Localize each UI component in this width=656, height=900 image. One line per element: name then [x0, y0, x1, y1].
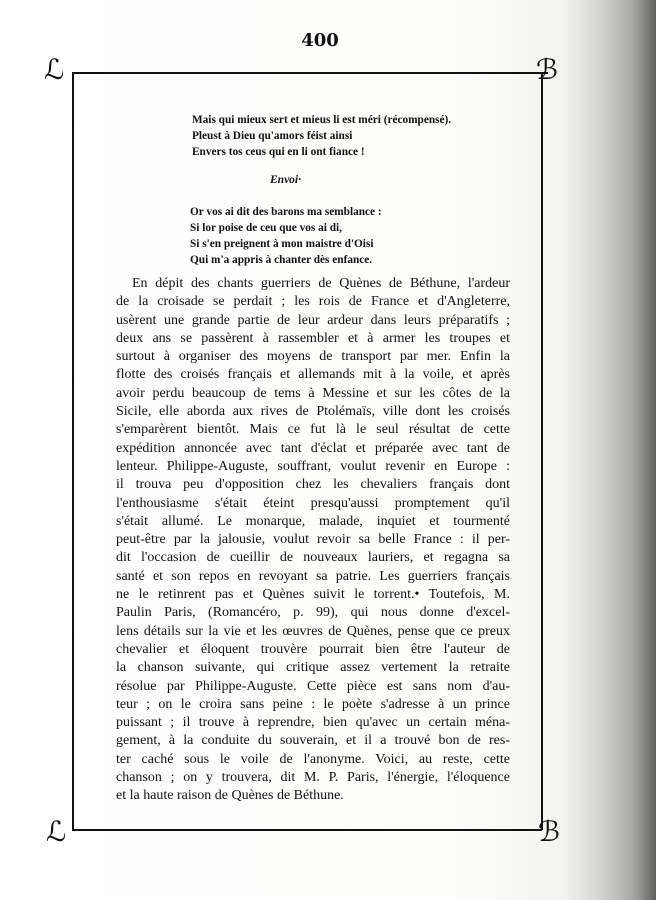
text-line: surtout à organiser des moyens de transport par mer. Enfin la	[116, 349, 510, 365]
text-line: Paulin Paris, (Romancéro, p. 99), qui nous donne d'excel-	[116, 605, 510, 621]
corner-ornament-icon: ℬ	[536, 53, 559, 86]
text-line: il trouva peu d'opposition chez les chevaliers français dont	[116, 477, 510, 493]
body-paragraph	[116, 275, 510, 806]
corner-ornament-icon: ℬ	[538, 815, 561, 848]
text-line: En dépit des chants guerriers de Quènes de Béthune, l'ardeur	[132, 276, 510, 291]
text-line: puissant ; il trouve à reprendre, bien qu'avec un certain ména-	[116, 715, 510, 731]
page-edge-shadow	[564, 0, 656, 900]
verse-line: Or vos ai dit des barons ma semblance :	[190, 206, 382, 218]
text-line: s'était allumé. Le monarque, malade, inquiet et tourmenté	[116, 513, 510, 529]
text-line: peut-être par la jalousie, voulut revoir sa belle France : il per-	[116, 532, 510, 548]
envoi-stanza	[190, 204, 382, 268]
frame-rule-top	[72, 72, 548, 74]
text-line: Sicile, elle aborda aux rives de Ptolémaïs, ville dont les croisés	[116, 404, 510, 420]
verse-line: Pleust à Dieu qu'amors féist ainsi	[192, 130, 353, 142]
frame-rule-left	[72, 72, 74, 830]
text-line: deux ans se passèrent à rassembler et à armer les troupes et	[116, 330, 510, 346]
envoi-heading: Envoi·	[270, 174, 301, 186]
corner-ornament-icon: ℒ	[44, 53, 65, 86]
page-number: 400	[301, 30, 339, 51]
text-line: l'enthousiasme s'était éteint presqu'aussi promptement qu'il	[116, 495, 510, 511]
text-line: expédition annoncée avec tant d'éclat et préparée avec tant de	[116, 440, 510, 456]
text-line: chevalier et éloquent trouvère pourrait bien être l'auteur de	[116, 641, 510, 657]
verse-line: Envers tos ceus qui en li ont fiance !	[192, 146, 365, 158]
text-line: santé et son repos en revoyant sa patrie. Les guerriers français	[116, 568, 510, 584]
text-line: teur ; on le croira sans peine : le poète s'adresse à un prince	[116, 696, 510, 712]
corner-ornament-icon: ℒ	[46, 815, 67, 848]
text-line: résolue par Philippe-Auguste. Cette pièce est sans nom d'au-	[116, 678, 510, 694]
text-line: usèrent une grande partie de leur ardeur dans leurs préparatifs ;	[116, 312, 510, 328]
verse-line: Mais qui mieux sert et mieus li est méri (récompensé).	[192, 114, 452, 126]
frame-rule-right	[541, 72, 543, 830]
frame-rule-bottom	[72, 829, 542, 831]
text-line: gement, à la conduite du souverain, et il a trouvé bon de res-	[116, 733, 510, 749]
verse-line: Si lor poise de ceu que vos ai di,	[190, 222, 343, 234]
text-line: ne le retinrent pas et Quènes suivit le torrent.• Toutefois, M.	[116, 587, 510, 603]
verse-line: Si s'en preignent à mon maistre d'Oisi	[190, 238, 374, 250]
text-line: flotte des croisés français et allemands mit à la voile, et après	[116, 367, 510, 383]
text-line: la chanson suivante, qui critique assez vertement la retraite	[116, 660, 510, 676]
text-line: lens détails sur la vie et les œuvres de Quènes, pense que ce preux	[116, 623, 510, 639]
verse-stanza	[192, 112, 451, 160]
text-line: s'emparèrent bientôt. Mais ce fut là le seul résultat de cette	[116, 422, 510, 438]
verse-line: Qui m'a appris à chanter dès enfance.	[190, 254, 373, 266]
text-line: chanson ; on y trouvera, dit M. P. Paris, l'énergie, l'éloquence	[116, 770, 510, 786]
text-line: de la croisade se perdait ; les rois de France et d'Angleterre,	[116, 294, 510, 310]
text-line: dit l'occasion de cueillir de nouveaux lauriers, et regagna sa	[116, 550, 510, 566]
text-line: ter caché sous le voile de l'anonyme. Voici, au reste, cette	[116, 751, 510, 767]
text-line: avoir perdu beaucoup de tems à Messine et sur les côtes de la	[116, 385, 510, 401]
text-line: et la haute raison de Quènes de Béthune.	[116, 788, 344, 804]
text-line: lenteur. Philippe-Auguste, souffrant, voulut revenir en Europe :	[116, 458, 510, 474]
